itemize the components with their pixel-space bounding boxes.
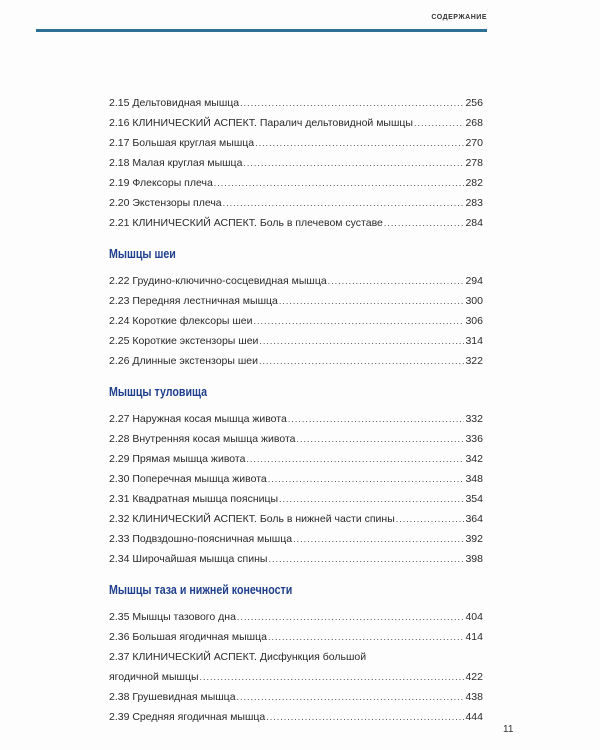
dot-leader (243, 153, 464, 173)
section-heading: Мышцы туловища (109, 384, 208, 399)
dot-leader (237, 687, 465, 707)
toc-entry (109, 93, 483, 113)
toc-entry-page: 332 (465, 413, 483, 425)
toc-entry (109, 311, 483, 331)
toc-entry-page: 342 (465, 453, 483, 465)
dot-leader (254, 311, 465, 331)
dot-leader (268, 549, 464, 569)
toc-entry-title: 2.16 КЛИНИЧЕСКИЙ АСПЕКТ. Паралич дельтовидной мышцы (109, 117, 413, 129)
toc-entry (109, 707, 483, 727)
section-heading: Мышцы шеи (109, 246, 176, 261)
header-label: СОДЕРЖАНИЕ (431, 14, 487, 21)
toc-entry (109, 607, 483, 627)
toc-entry-page: 414 (465, 631, 483, 643)
toc-entry (109, 489, 483, 509)
toc-entry-title: 2.39 Средняя ягодичная мышца (109, 711, 266, 723)
toc-entry (109, 113, 483, 133)
dot-leader (268, 627, 465, 647)
table-of-contents (109, 93, 483, 727)
toc-entry-title: 2.22 Грудино-ключично-сосцевидная мышца (109, 275, 327, 287)
toc-entry (109, 549, 483, 569)
toc-entry-title: 2.28 Внутренняя косая мышца живота (109, 433, 296, 445)
toc-entry-title: 2.23 Передняя лестничная мышца (109, 295, 278, 307)
toc-entry-title: 2.26 Длинные экстензоры шеи (109, 355, 258, 367)
toc-entry (109, 409, 483, 429)
toc-entry-page: 270 (465, 137, 483, 149)
toc-entry (109, 173, 483, 193)
toc-entry-page: 404 (465, 611, 483, 623)
dot-leader (293, 529, 464, 549)
page-number: 11 (503, 724, 514, 735)
toc-entry-title: 2.33 Подвздошно-поясничная мышца (109, 533, 293, 545)
toc-entry (109, 429, 483, 449)
toc-entry-title: ягодичной мышцы (109, 671, 199, 683)
section-heading: Мышцы таза и нижней конечности (109, 582, 293, 597)
toc-entry-page: 294 (465, 275, 483, 287)
toc-entry-page: 422 (465, 671, 483, 683)
dot-leader (296, 429, 464, 449)
toc-entry-page: 283 (465, 197, 483, 209)
toc-entry-title: 2.30 Поперечная мышца живота (109, 473, 267, 485)
dot-leader (259, 351, 464, 371)
toc-entry-page: 444 (465, 711, 483, 723)
dot-leader (384, 213, 465, 233)
toc-entry (109, 291, 483, 311)
toc-entry (109, 469, 483, 489)
dot-leader (259, 331, 464, 351)
dot-leader (396, 509, 465, 529)
dot-leader (414, 113, 465, 133)
toc-entry-title: 2.19 Флексоры плеча (109, 177, 213, 189)
toc-entry (109, 509, 483, 529)
dot-leader (240, 93, 464, 113)
dot-leader (237, 607, 465, 627)
dot-leader (266, 707, 464, 727)
toc-entry (109, 351, 483, 371)
dot-leader (328, 271, 465, 291)
toc-entry-page: 300 (465, 295, 483, 307)
toc-entry-page: 392 (465, 533, 483, 545)
toc-entry-title: 2.25 Короткие экстензоры шеи (109, 335, 259, 347)
toc-entry-page: 438 (465, 691, 483, 703)
toc-entry (109, 647, 483, 667)
dot-leader (288, 409, 465, 429)
toc-entry-title: 2.31 Квадратная мышца поясницы (109, 493, 279, 505)
toc-entry-page: 398 (465, 553, 483, 565)
toc-entry (109, 627, 483, 647)
toc-entry-page: 354 (465, 493, 483, 505)
toc-entry (109, 271, 483, 291)
dot-leader (246, 449, 464, 469)
toc-entry (109, 193, 483, 213)
toc-entry-page: 306 (465, 315, 483, 327)
toc-entry-page: 282 (465, 177, 483, 189)
toc-entry-page: 336 (465, 433, 483, 445)
toc-entry-title: 2.29 Прямая мышца живота (109, 453, 246, 465)
toc-entry-page: 278 (465, 157, 483, 169)
dot-leader (214, 173, 465, 193)
toc-entry-title: 2.32 КЛИНИЧЕСКИЙ АСПЕКТ. Боль в нижней части спины (109, 513, 395, 525)
toc-entry (109, 529, 483, 549)
toc-entry-title: 2.15 Дельтовидная мышца (109, 97, 240, 109)
toc-entry-title: 2.37 КЛИНИЧЕСКИЙ АСПЕКТ. Дисфункция большой (109, 651, 367, 663)
toc-entry-title: 2.38 Грушевидная мышца (109, 691, 236, 703)
dot-leader (255, 133, 464, 153)
toc-entry-page: 268 (465, 117, 483, 129)
toc-entry-page: 256 (465, 97, 483, 109)
toc-entry-page: 322 (465, 355, 483, 367)
toc-entry (109, 687, 483, 707)
toc-entry-title: 2.17 Большая круглая мышца (109, 137, 255, 149)
toc-entry-title: 2.34 Широчайшая мышца спины (109, 553, 268, 565)
dot-leader (279, 489, 464, 509)
dot-leader (200, 667, 465, 687)
toc-entry-title: 2.35 Мышцы тазового дна (109, 611, 236, 623)
toc-entry (109, 331, 483, 351)
header-rule (36, 29, 487, 32)
toc-entry-page: 284 (465, 217, 483, 229)
dot-leader (279, 291, 465, 311)
toc-entry (109, 213, 483, 233)
toc-entry-title: 2.27 Наружная косая мышца живота (109, 413, 287, 425)
toc-entry-title: 2.20 Экстензоры плеча (109, 197, 222, 209)
dot-leader (223, 193, 465, 213)
toc-entry-page: 314 (465, 335, 483, 347)
toc-entry-title: 2.24 Короткие флексоры шеи (109, 315, 253, 327)
toc-entry-page: 348 (465, 473, 483, 485)
toc-entry (109, 153, 483, 173)
toc-entry-title: 2.21 КЛИНИЧЕСКИЙ АСПЕКТ. Боль в плечевом суставе (109, 217, 383, 229)
dot-leader (268, 469, 465, 489)
toc-entry-continuation (109, 667, 483, 687)
toc-entry-page: 364 (465, 513, 483, 525)
toc-entry (109, 449, 483, 469)
toc-entry (109, 133, 483, 153)
toc-entry-title: 2.36 Большая ягодичная мышца (109, 631, 267, 643)
toc-entry-title: 2.18 Малая круглая мышца (109, 157, 243, 169)
